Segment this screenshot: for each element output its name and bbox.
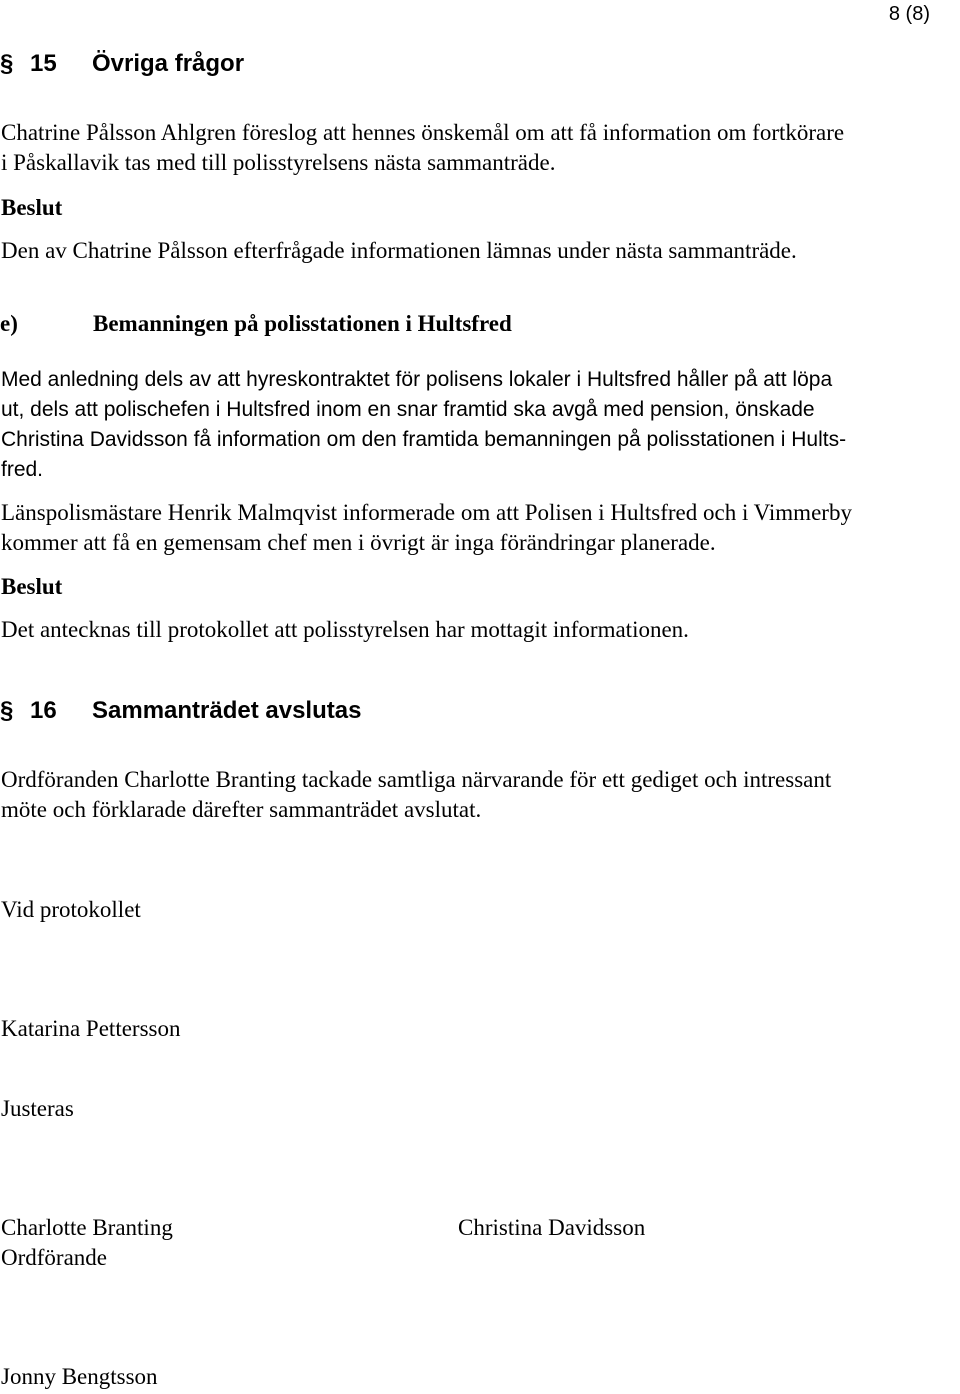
page-number: 8 (8) bbox=[888, 3, 930, 25]
section-title: Sammanträdet avslutas bbox=[92, 697, 362, 724]
item-title: Bemanningen på polisstationen i Hultsfred bbox=[93, 311, 512, 336]
beslut-label: Beslut bbox=[1, 574, 63, 599]
chair-title: Ordförande bbox=[1, 1245, 108, 1270]
paragraph-line: Christina Davidsson få information om den framtida bemanningen på polisstationen i Hults- bbox=[1, 428, 847, 451]
section-16-heading bbox=[0, 696, 362, 726]
paragraph-line: möte och förklarade därefter sammanträdet avslutat. bbox=[1, 797, 482, 822]
paragraph-line: ut, dels att polischefen i Hultsfred inom en snar framtid ska avgå med pension, önskade bbox=[1, 398, 815, 421]
paragraph-line: fred. bbox=[1, 458, 44, 481]
item-e-paragraph-2 bbox=[1, 498, 959, 558]
beslut-text: Det antecknas till protokollet att polisstyrelsen har mottagit informationen. bbox=[1, 617, 689, 642]
paragraph-line: Ordföranden Charlotte Branting tackade samtliga närvarande för ett gediget och intressant bbox=[1, 767, 832, 792]
item-label: e) bbox=[0, 311, 18, 336]
paragraph-line: kommer att få en gemensam chef men i övrigt är inga förändringar planerade. bbox=[1, 530, 716, 555]
item-e-paragraph-1 bbox=[1, 365, 959, 485]
paragraph-line: Länspolismästare Henrik Malmqvist informerade om att Polisen i Hultsfred och i Vimmerby bbox=[1, 500, 852, 525]
section-number: 15 bbox=[30, 50, 57, 77]
item-e-heading bbox=[0, 309, 512, 339]
secretary-name: Katarina Pettersson bbox=[1, 1016, 181, 1041]
adjuster-name: Jonny Bengtsson bbox=[1, 1364, 158, 1389]
section-symbol: § bbox=[0, 697, 14, 724]
paragraph-line: Chatrine Pålsson Ahlgren föreslog att hennes önskemål om att få information om fortkörare bbox=[1, 120, 845, 145]
beslut-label: Beslut bbox=[1, 195, 63, 220]
section-15-heading bbox=[0, 49, 245, 79]
section-number: 16 bbox=[30, 697, 57, 724]
beslut-text: Den av Chatrine Pålsson efterfrågade informationen lämnas under nästa sammanträde. bbox=[1, 238, 797, 263]
justeras-label: Justeras bbox=[1, 1096, 74, 1121]
section-16-paragraph bbox=[1, 765, 959, 825]
section-symbol: § bbox=[0, 50, 14, 77]
paragraph-line: i Påskallavik tas med till polisstyrelsens nästa sammanträde. bbox=[1, 150, 556, 175]
vid-protokollet-label: Vid protokollet bbox=[1, 897, 141, 922]
adjuster-name: Christina Davidsson bbox=[458, 1215, 646, 1240]
paragraph-line: Med anledning dels av att hyreskontraktet för polisens lokaler i Hultsfred håller på att löpa bbox=[1, 368, 833, 391]
section-title: Övriga frågor bbox=[92, 50, 245, 77]
chair-name: Charlotte Branting bbox=[1, 1215, 173, 1240]
section-15-paragraph bbox=[1, 118, 959, 178]
